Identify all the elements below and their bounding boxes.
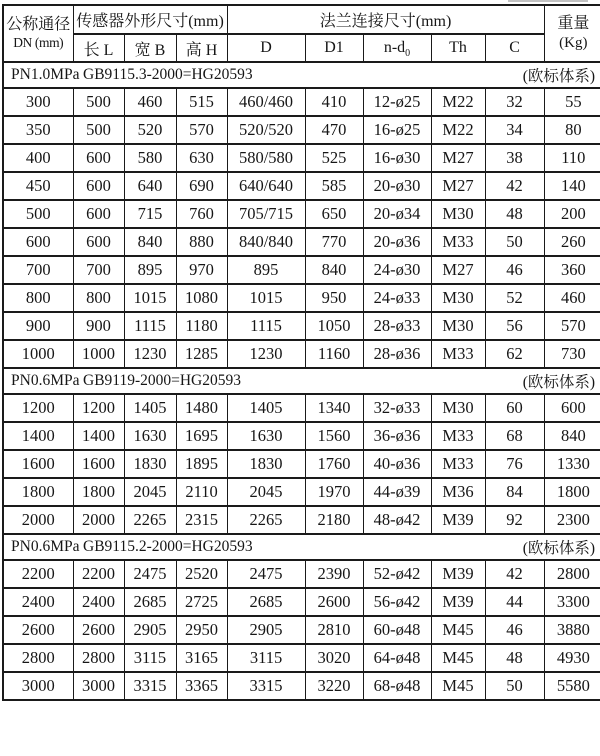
cell: 2685	[227, 588, 305, 616]
cell: 600	[73, 172, 124, 200]
cell: 800	[73, 284, 124, 312]
cell: M30	[431, 394, 485, 422]
cell: 300	[3, 88, 73, 116]
data-row-dn-800	[3, 284, 600, 312]
data-row-dn-1400	[3, 422, 600, 450]
cell: 2400	[3, 588, 73, 616]
cell: 600	[73, 200, 124, 228]
cell: 650	[305, 200, 363, 228]
data-row-dn-600	[3, 228, 600, 256]
cell: 895	[227, 256, 305, 284]
standard-code: GB9119-2000=HG20593	[83, 372, 241, 389]
cell: 200	[544, 200, 600, 228]
cell: 92	[485, 506, 544, 534]
cell: 700	[73, 256, 124, 284]
cell: 42	[485, 172, 544, 200]
cell: 2265	[124, 506, 176, 534]
cell: 1080	[176, 284, 227, 312]
cell: 4930	[544, 644, 600, 672]
cell: 570	[176, 116, 227, 144]
cell: 2725	[176, 588, 227, 616]
cell: 1405	[124, 394, 176, 422]
cell: 2800	[3, 644, 73, 672]
cell: 1200	[3, 394, 73, 422]
pressure-rating: PN1.0MPa	[11, 66, 80, 83]
cell: 1695	[176, 422, 227, 450]
cell: 1285	[176, 340, 227, 368]
data-row-dn-2600	[3, 616, 600, 644]
cell: 56-ø42	[363, 588, 431, 616]
cell: 2520	[176, 560, 227, 588]
cell: M39	[431, 506, 485, 534]
cell: 55	[544, 88, 600, 116]
cell: 1800	[73, 478, 124, 506]
section-header-row	[3, 534, 600, 560]
header-row-groups	[3, 5, 600, 34]
cell: M33	[431, 422, 485, 450]
data-row-dn-350	[3, 116, 600, 144]
cell: M27	[431, 144, 485, 172]
cell: M30	[431, 312, 485, 340]
table-body	[3, 62, 600, 700]
cell: 500	[73, 116, 124, 144]
cell: 2110	[176, 478, 227, 506]
cell: 2475	[227, 560, 305, 588]
cell: 28-ø33	[363, 312, 431, 340]
cell: 3115	[227, 644, 305, 672]
cell: 570	[544, 312, 600, 340]
cell: 1160	[305, 340, 363, 368]
cell: 34	[485, 116, 544, 144]
cell: 900	[73, 312, 124, 340]
cell: 2905	[124, 616, 176, 644]
cell: 1400	[3, 422, 73, 450]
cell: 140	[544, 172, 600, 200]
cell: 1970	[305, 478, 363, 506]
cell: 110	[544, 144, 600, 172]
cell: M22	[431, 116, 485, 144]
cell: M39	[431, 588, 485, 616]
cell: 470	[305, 116, 363, 144]
cell: 1230	[124, 340, 176, 368]
cell: 1600	[3, 450, 73, 478]
cell: 2950	[176, 616, 227, 644]
col-d: D	[227, 34, 305, 62]
cell: M45	[431, 672, 485, 700]
cell: 900	[3, 312, 73, 340]
cell: 600	[73, 228, 124, 256]
standard-code: GB9115.2-2000=HG20593	[83, 538, 253, 555]
cell: 520	[124, 116, 176, 144]
cell: 24-ø30	[363, 256, 431, 284]
cell: 460	[544, 284, 600, 312]
cell: 400	[3, 144, 73, 172]
data-row-dn-500	[3, 200, 600, 228]
cell: 46	[485, 256, 544, 284]
cell: 3880	[544, 616, 600, 644]
scan-artifact-line	[508, 0, 588, 2]
cell: M22	[431, 88, 485, 116]
cell: 840/840	[227, 228, 305, 256]
standard-code: GB9115.3-2000=HG20593	[83, 66, 253, 83]
cell: 40-ø36	[363, 450, 431, 478]
cell: 1480	[176, 394, 227, 422]
cell: 1115	[124, 312, 176, 340]
cell: 42	[485, 560, 544, 588]
cell: 2265	[227, 506, 305, 534]
cell: 2600	[73, 616, 124, 644]
col-length-l: 长 L	[73, 34, 124, 62]
cell: 690	[176, 172, 227, 200]
cell: 2200	[3, 560, 73, 588]
data-row-dn-1600	[3, 450, 600, 478]
cell: 1180	[176, 312, 227, 340]
cell: 1400	[73, 422, 124, 450]
cell: 410	[305, 88, 363, 116]
cell: 48-ø42	[363, 506, 431, 534]
cell: 2800	[73, 644, 124, 672]
cell: 1560	[305, 422, 363, 450]
data-row-dn-1800	[3, 478, 600, 506]
cell: 16-ø30	[363, 144, 431, 172]
cell: 460	[124, 88, 176, 116]
cell: 2800	[544, 560, 600, 588]
cell: 1000	[3, 340, 73, 368]
cell: 840	[544, 422, 600, 450]
cell: 840	[124, 228, 176, 256]
cell: 1800	[544, 478, 600, 506]
cell: M45	[431, 644, 485, 672]
cell: 840	[305, 256, 363, 284]
cell: 36-ø36	[363, 422, 431, 450]
cell: 770	[305, 228, 363, 256]
standard-system-note: (欧标体系)	[522, 540, 596, 557]
cell: 2045	[124, 478, 176, 506]
data-row-dn-3000	[3, 672, 600, 700]
cell: 1760	[305, 450, 363, 478]
cell: 350	[3, 116, 73, 144]
cell: 2905	[227, 616, 305, 644]
dn-unit: DN (mm)	[13, 35, 64, 51]
cell: 52	[485, 284, 544, 312]
standard-system-note: (欧标体系)	[522, 374, 596, 391]
cell: 32-ø33	[363, 394, 431, 422]
cell: 46	[485, 616, 544, 644]
cell: 600	[73, 144, 124, 172]
cell: 60	[485, 394, 544, 422]
header-row-subcolumns	[3, 34, 600, 62]
cell: M39	[431, 560, 485, 588]
dn-title: 公称通径	[6, 16, 71, 34]
cell: 62	[485, 340, 544, 368]
cell: 76	[485, 450, 544, 478]
cell: 2300	[544, 506, 600, 534]
cell: 2200	[73, 560, 124, 588]
cell: 2600	[305, 588, 363, 616]
cell: 895	[124, 256, 176, 284]
data-row-dn-400	[3, 144, 600, 172]
cell: M33	[431, 450, 485, 478]
cell: 3220	[305, 672, 363, 700]
cell: 515	[176, 88, 227, 116]
cell: 5580	[544, 672, 600, 700]
cell: 520/520	[227, 116, 305, 144]
data-row-dn-1200	[3, 394, 600, 422]
cell: 2400	[73, 588, 124, 616]
cell: 20-ø34	[363, 200, 431, 228]
cell: 1200	[73, 394, 124, 422]
cell: 1895	[176, 450, 227, 478]
cell: 56	[485, 312, 544, 340]
data-row-dn-300	[3, 88, 600, 116]
cell: 3115	[124, 644, 176, 672]
cell: 880	[176, 228, 227, 256]
cell: 525	[305, 144, 363, 172]
col-group-sensor-dimensions: 传感器外形尺寸(mm)	[73, 5, 227, 34]
cell: 3315	[227, 672, 305, 700]
cell: 2475	[124, 560, 176, 588]
cell: 580/580	[227, 144, 305, 172]
section-header-cell	[3, 62, 600, 88]
cell: 450	[3, 172, 73, 200]
cell: 1340	[305, 394, 363, 422]
col-n-d0	[363, 34, 431, 62]
cell: 2685	[124, 588, 176, 616]
col-header-weight	[544, 5, 600, 62]
section-header-row	[3, 368, 600, 394]
cell: 32	[485, 88, 544, 116]
data-row-dn-900	[3, 312, 600, 340]
section-header-cell	[3, 368, 600, 394]
cell: 640/640	[227, 172, 305, 200]
dimension-spec-table	[2, 4, 600, 701]
section-header-cell	[3, 534, 600, 560]
cell: M30	[431, 284, 485, 312]
cell: 44	[485, 588, 544, 616]
col-c: C	[485, 34, 544, 62]
cell: 1000	[73, 340, 124, 368]
cell: 60-ø48	[363, 616, 431, 644]
cell: 12-ø25	[363, 88, 431, 116]
data-row-dn-2000	[3, 506, 600, 534]
cell: 1015	[124, 284, 176, 312]
cell: 84	[485, 478, 544, 506]
cell: 1050	[305, 312, 363, 340]
cell: 16-ø25	[363, 116, 431, 144]
cell: 64-ø48	[363, 644, 431, 672]
cell: M33	[431, 228, 485, 256]
cell: 700	[3, 256, 73, 284]
cell: 2000	[73, 506, 124, 534]
cell: 970	[176, 256, 227, 284]
cell: M27	[431, 256, 485, 284]
cell: 3000	[3, 672, 73, 700]
cell: 2810	[305, 616, 363, 644]
cell: 1600	[73, 450, 124, 478]
cell: 1830	[227, 450, 305, 478]
cell: 1405	[227, 394, 305, 422]
cell: 585	[305, 172, 363, 200]
cell: 2390	[305, 560, 363, 588]
cell: 600	[3, 228, 73, 256]
cell: 20-ø30	[363, 172, 431, 200]
weight-title: 重量	[557, 15, 590, 33]
data-row-dn-2200	[3, 560, 600, 588]
cell: 44-ø39	[363, 478, 431, 506]
cell: 2315	[176, 506, 227, 534]
data-row-dn-450	[3, 172, 600, 200]
cell: 3020	[305, 644, 363, 672]
cell: 3315	[124, 672, 176, 700]
cell: 2045	[227, 478, 305, 506]
cell: 1230	[227, 340, 305, 368]
cell: M45	[431, 616, 485, 644]
cell: 500	[73, 88, 124, 116]
pressure-rating: PN0.6MPa	[11, 538, 80, 555]
cell: 3165	[176, 644, 227, 672]
cell: 3000	[73, 672, 124, 700]
standard-system-note: (欧标体系)	[522, 68, 596, 85]
col-d1: D1	[305, 34, 363, 62]
cell: 580	[124, 144, 176, 172]
cell: 800	[3, 284, 73, 312]
cell: 2180	[305, 506, 363, 534]
col-th: Th	[431, 34, 485, 62]
cell: 38	[485, 144, 544, 172]
cell: 1630	[227, 422, 305, 450]
cell: 24-ø33	[363, 284, 431, 312]
cell: 1115	[227, 312, 305, 340]
cell: 1630	[124, 422, 176, 450]
data-row-dn-1000	[3, 340, 600, 368]
cell: 50	[485, 672, 544, 700]
cell: 2600	[3, 616, 73, 644]
cell: M27	[431, 172, 485, 200]
table-header	[3, 5, 600, 62]
cell: 1015	[227, 284, 305, 312]
cell: 640	[124, 172, 176, 200]
n-d0-label: $n-d_0$	[383, 39, 411, 60]
cell: 950	[305, 284, 363, 312]
cell: 20-ø36	[363, 228, 431, 256]
cell: 500	[3, 200, 73, 228]
cell: M36	[431, 478, 485, 506]
cell: 80	[544, 116, 600, 144]
cell: 1830	[124, 450, 176, 478]
cell: 3365	[176, 672, 227, 700]
col-header-dn	[3, 5, 73, 62]
data-row-dn-2400	[3, 588, 600, 616]
cell: M30	[431, 200, 485, 228]
cell: 260	[544, 228, 600, 256]
col-width-b: 宽 B	[124, 34, 176, 62]
cell: 68	[485, 422, 544, 450]
cell: 68-ø48	[363, 672, 431, 700]
cell: 460/460	[227, 88, 305, 116]
cell: 28-ø36	[363, 340, 431, 368]
cell: 715	[124, 200, 176, 228]
cell: 730	[544, 340, 600, 368]
cell: 52-ø42	[363, 560, 431, 588]
cell: 760	[176, 200, 227, 228]
pressure-rating: PN0.6MPa	[11, 372, 80, 389]
col-group-flange-dimensions: 法兰连接尺寸(mm)	[227, 5, 544, 34]
cell: 48	[485, 200, 544, 228]
cell: 2000	[3, 506, 73, 534]
cell: 1800	[3, 478, 73, 506]
cell: 600	[544, 394, 600, 422]
cell: 1330	[544, 450, 600, 478]
data-row-dn-700	[3, 256, 600, 284]
weight-unit: (Kg)	[559, 35, 588, 52]
cell: 3300	[544, 588, 600, 616]
section-header-row	[3, 62, 600, 88]
data-row-dn-2800	[3, 644, 600, 672]
cell: 630	[176, 144, 227, 172]
col-height-h: 高 H	[176, 34, 227, 62]
cell: 48	[485, 644, 544, 672]
cell: M33	[431, 340, 485, 368]
cell: 705/715	[227, 200, 305, 228]
cell: 50	[485, 228, 544, 256]
cell: 360	[544, 256, 600, 284]
